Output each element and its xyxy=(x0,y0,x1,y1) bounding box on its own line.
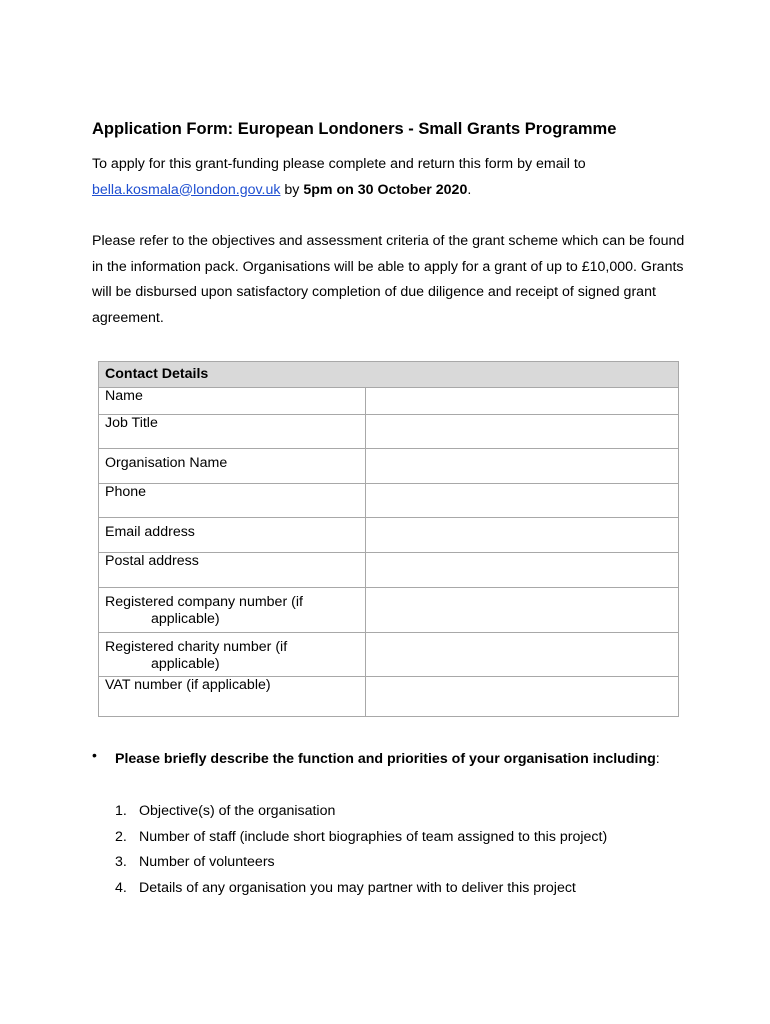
postal-address-field[interactable] xyxy=(366,553,679,588)
item-text: Number of staff (include short biographies of team assigned to this project) xyxy=(139,828,608,845)
row-label-name: Name xyxy=(99,388,366,415)
company-number-label-cont: applicable) xyxy=(151,611,220,627)
page-title: Application Form: European Londoners - Small Grants Programme xyxy=(92,120,617,138)
email-field[interactable] xyxy=(366,518,679,553)
table-row xyxy=(99,633,679,677)
question-items-list xyxy=(115,799,607,901)
question-block xyxy=(92,747,692,772)
intro-text: To apply for this grant-funding please complete and return this form by email to xyxy=(92,156,586,172)
row-label-job-title: Job Title xyxy=(99,415,366,449)
bullet-icon: • xyxy=(92,747,97,763)
question-label: Please briefly describe the function and priorities of your organisation including xyxy=(115,751,656,767)
deadline-text: 5pm on 30 October 2020 xyxy=(303,181,468,198)
list-item xyxy=(115,876,607,902)
list-item xyxy=(115,825,607,851)
row-label-charity-number xyxy=(99,633,366,677)
item-text: Number of volunteers xyxy=(139,854,275,870)
email-link[interactable]: bella.kosmala@london.gov.uk xyxy=(92,181,281,198)
item-number: 4. xyxy=(115,879,127,896)
charity-number-field[interactable] xyxy=(366,633,679,677)
row-label-company-number xyxy=(99,588,366,633)
info-paragraph: Please refer to the objectives and assessment criteria of the grant scheme which can be found in the information pack. Organisations will be able to apply for a grant of up to £10,000. Grants will be disbursed upon satisfactory completion of due diligence and receipt of signed grant agreement. xyxy=(92,233,685,326)
contact-details-table xyxy=(98,361,679,717)
company-number-field[interactable] xyxy=(366,588,679,633)
table-row xyxy=(99,449,679,484)
table-row xyxy=(99,677,679,717)
row-label-postal-address: Postal address xyxy=(99,553,366,588)
table-header: Contact Details xyxy=(99,362,679,388)
table-row xyxy=(99,388,679,415)
table-row xyxy=(99,588,679,633)
item-number: 3. xyxy=(115,854,127,870)
row-label-phone: Phone xyxy=(99,484,366,518)
table-header-row xyxy=(99,362,679,388)
organisation-name-field[interactable] xyxy=(366,449,679,484)
name-field[interactable] xyxy=(366,388,679,415)
vat-number-field[interactable] xyxy=(366,677,679,717)
table-row xyxy=(99,484,679,518)
table-row xyxy=(99,415,679,449)
charity-number-label: Registered charity number (if xyxy=(105,639,288,655)
item-text: Details of any organisation you may partner with to deliver this project xyxy=(139,879,576,896)
phone-field[interactable] xyxy=(366,484,679,518)
company-number-label: Registered company number (if xyxy=(105,594,303,610)
item-number: 1. xyxy=(115,803,127,819)
question-text xyxy=(115,747,692,772)
table-row xyxy=(99,518,679,553)
intro-paragraph xyxy=(92,152,692,203)
row-label-email: Email address xyxy=(99,518,366,553)
row-label-organisation-name: Organisation Name xyxy=(99,449,366,484)
list-item xyxy=(115,850,607,876)
row-label-vat-number: VAT number (if applicable) xyxy=(99,677,366,717)
intro-period: . xyxy=(467,181,472,198)
question-colon: : xyxy=(655,751,660,767)
item-text: Objective(s) of the organisation xyxy=(139,803,336,819)
list-item xyxy=(115,799,607,825)
item-number: 2. xyxy=(115,828,127,845)
charity-number-label-cont: applicable) xyxy=(151,656,220,672)
job-title-field[interactable] xyxy=(366,415,679,449)
table-row xyxy=(99,553,679,588)
intro-by: by xyxy=(280,181,304,198)
